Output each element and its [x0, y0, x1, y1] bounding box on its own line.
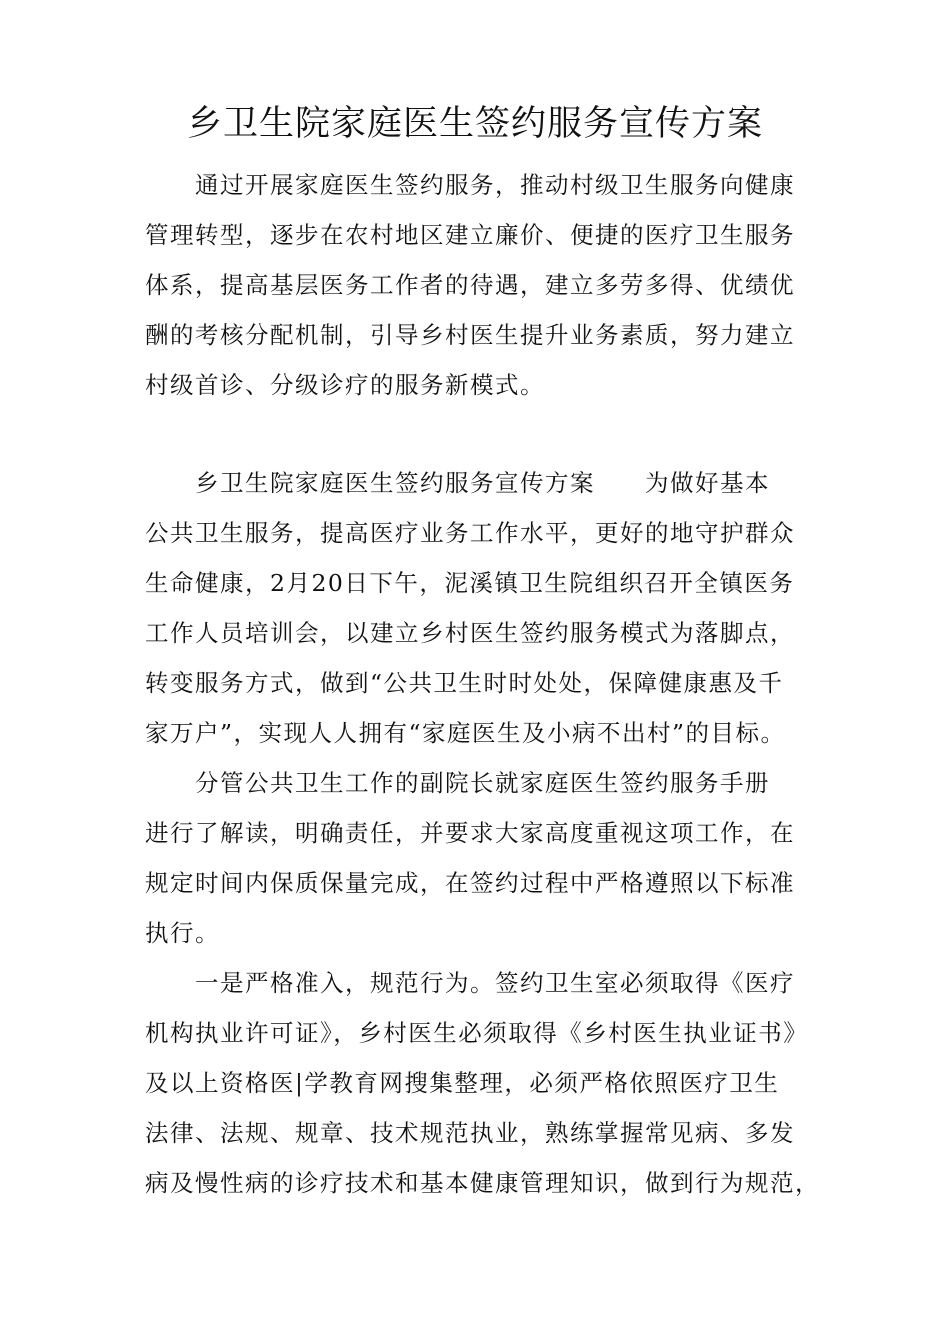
text-line: 病及慢性病的诊疗技术和基本健康管理知识，做到行为规范， [145, 1169, 820, 1197]
text-line: 乡卫生院家庭医生签约服务宣传方案 为做好基本 [195, 469, 770, 497]
text-line: 转变服务方式，做到“公共卫生时时处处，保障健康惠及千 [145, 669, 784, 697]
text-line: 一是严格准入，规范行为。签约卫生室必须取得《医疗 [195, 969, 795, 997]
text-line: 公共卫生服务，提高医疗业务工作水平，更好的地守护群众 [145, 519, 795, 547]
text-line: 工作人员培训会，以建立乡村医生签约服务模式为落脚点， [145, 619, 795, 647]
text-line: 体系，提高基层医务工作者的待遇，建立多劳多得、优绩优 [145, 271, 795, 299]
text-line: 生命健康，2月20日下午，泥溪镇卫生院组织召开全镇医务 [145, 569, 795, 597]
paragraph-training [145, 458, 845, 1208]
text-line: 进行了解读，明确责任，并要求大家高度重视这项工作，在 [145, 819, 795, 847]
text-line: 及以上资格医|学教育网搜集整理，必须严格依照医疗卫生 [145, 1069, 780, 1097]
text-line: 执行。 [145, 919, 220, 947]
text-line: 法律、法规、规章、技术规范执业，熟练掌握常见病、多发 [145, 1119, 795, 1147]
text-line: 村级首诊、分级诊疗的服务新模式。 [145, 371, 545, 399]
text-line: 规定时间内保质保量完成，在签约过程中严格遵照以下标准 [145, 869, 795, 897]
text-line: 酬的考核分配机制，引导乡村医生提升业务素质，努力建立 [145, 321, 795, 349]
text-line: 机构执业许可证》，乡村医生必须取得《乡村医生执业证书》 [145, 1019, 809, 1047]
text-line: 分管公共卫生工作的副院长就家庭医生签约服务手册 [195, 769, 770, 797]
text-line: 管理转型，逐步在农村地区建立廉价、便捷的医疗卫生服务 [145, 221, 795, 249]
paragraph-intro [145, 160, 845, 410]
text-line: 家万户”，实现人人拥有“家庭医生及小病不出村”的目标。 [145, 719, 786, 747]
text-line: 通过开展家庭医生签约服务，推动村级卫生服务向健康 [195, 171, 795, 199]
document-title: 乡卫生院家庭医生签约服务宣传方案 [186, 104, 763, 144]
